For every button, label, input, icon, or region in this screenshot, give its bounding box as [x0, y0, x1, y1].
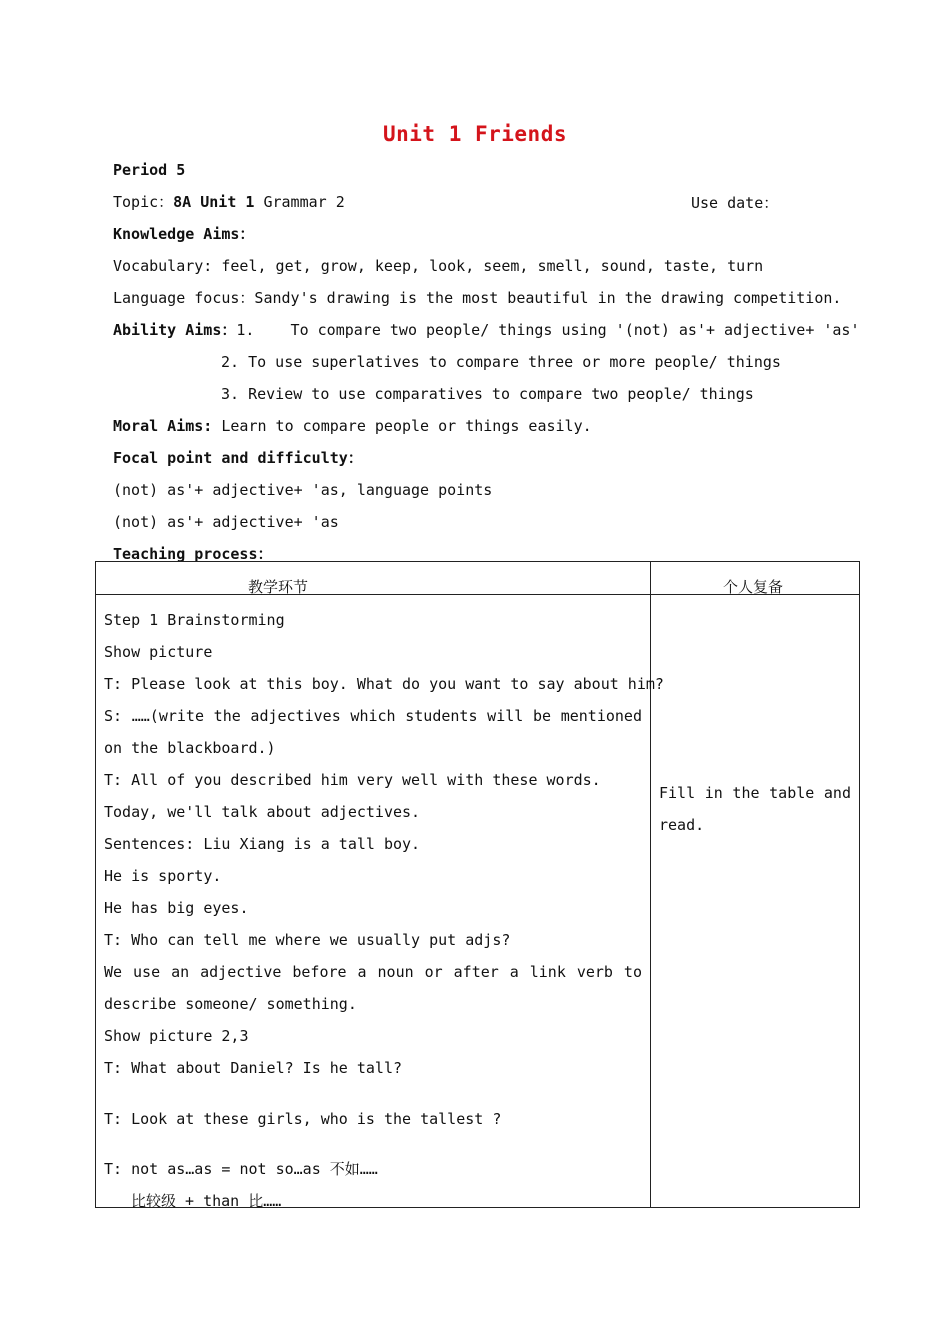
table-line: S: ……(write the adjectives which students will be mentioned — [104, 707, 642, 725]
table-line: Show picture — [104, 643, 213, 661]
focal-point-1: (not) as'+ adjective+ 'as, language points — [113, 481, 493, 499]
table-line: T: not as…as = not so…as 不如…… — [104, 1160, 378, 1178]
ability-aim-3: 3. Review to use comparatives to compare two people/ things — [221, 385, 754, 403]
teaching-table — [95, 561, 860, 1208]
focal-point-2: (not) as'+ adjective+ 'as — [113, 513, 339, 531]
document-title: Unit 1 Friends — [382, 122, 567, 146]
review-note-line-1: Fill in the table and — [659, 784, 851, 802]
vocabulary-line: Vocabulary: feel, get, grow, keep, look, seem, smell, sound, taste, turn — [113, 257, 764, 275]
table-line: T: Please look at this boy. What do you want to say about him? — [104, 675, 664, 693]
moral-aims-line — [113, 416, 592, 436]
review-note-line-2: read. — [659, 816, 705, 834]
table-line: on the blackboard.) — [104, 739, 276, 757]
table-line: Today, we'll talk about adjectives. — [104, 803, 421, 821]
table-line: T: What about Daniel? Is he tall? — [104, 1059, 403, 1077]
ability-aims-label: Ability Aims： — [113, 321, 237, 339]
ability-aim-1: 1. To compare two people/ things using '(not) as'+ adjective+ 'as' — [236, 321, 860, 339]
ability-aim-2: 2. To use superlatives to compare three or more people/ things — [221, 353, 781, 371]
table-line: We use an adjective before a noun or after a link verb to — [104, 963, 642, 981]
table-line: Step 1 Brainstorming — [104, 611, 285, 629]
table-line: describe someone/ something. — [104, 995, 357, 1013]
use-date-label: Use date： — [691, 194, 779, 212]
topic-line — [113, 192, 345, 212]
table-line: He is sporty. — [104, 867, 222, 885]
table-line: Show picture 2,3 — [104, 1027, 249, 1045]
topic-value-bold: 8A Unit 1 — [173, 193, 255, 211]
focal-point-heading: Focal point and difficulty： — [113, 449, 363, 467]
table-column-divider — [650, 562, 651, 1207]
topic-value: Grammar 2 — [254, 193, 345, 211]
table-line: T: All of you described him very well with these words. — [104, 771, 601, 789]
teaching-process-heading: Teaching process： — [113, 545, 273, 563]
table-line: Sentences: Liu Xiang is a tall boy. — [104, 835, 421, 853]
table-header-left: 教学环节 — [248, 578, 309, 596]
table-line: 比较级 + than 比…… — [131, 1192, 282, 1210]
topic-label: Topic： — [113, 193, 174, 211]
table-line: T: Look at these girls, who is the tallest ? — [104, 1110, 502, 1128]
language-focus-line: Language focus：Sandy's drawing is the most beautiful in the drawing competition. — [113, 289, 842, 307]
moral-aims-label: Moral Aims: — [113, 417, 213, 435]
moral-aims-text: Learn to compare people or things easily. — [212, 417, 592, 435]
knowledge-aims-heading: Knowledge Aims： — [113, 225, 255, 243]
table-header-right: 个人复备 — [723, 578, 784, 596]
table-line: T: Who can tell me where we usually put adjs? — [104, 931, 511, 949]
table-line: He has big eyes. — [104, 899, 249, 917]
ability-aims-line — [113, 320, 860, 340]
period-label: Period 5 — [113, 161, 186, 179]
